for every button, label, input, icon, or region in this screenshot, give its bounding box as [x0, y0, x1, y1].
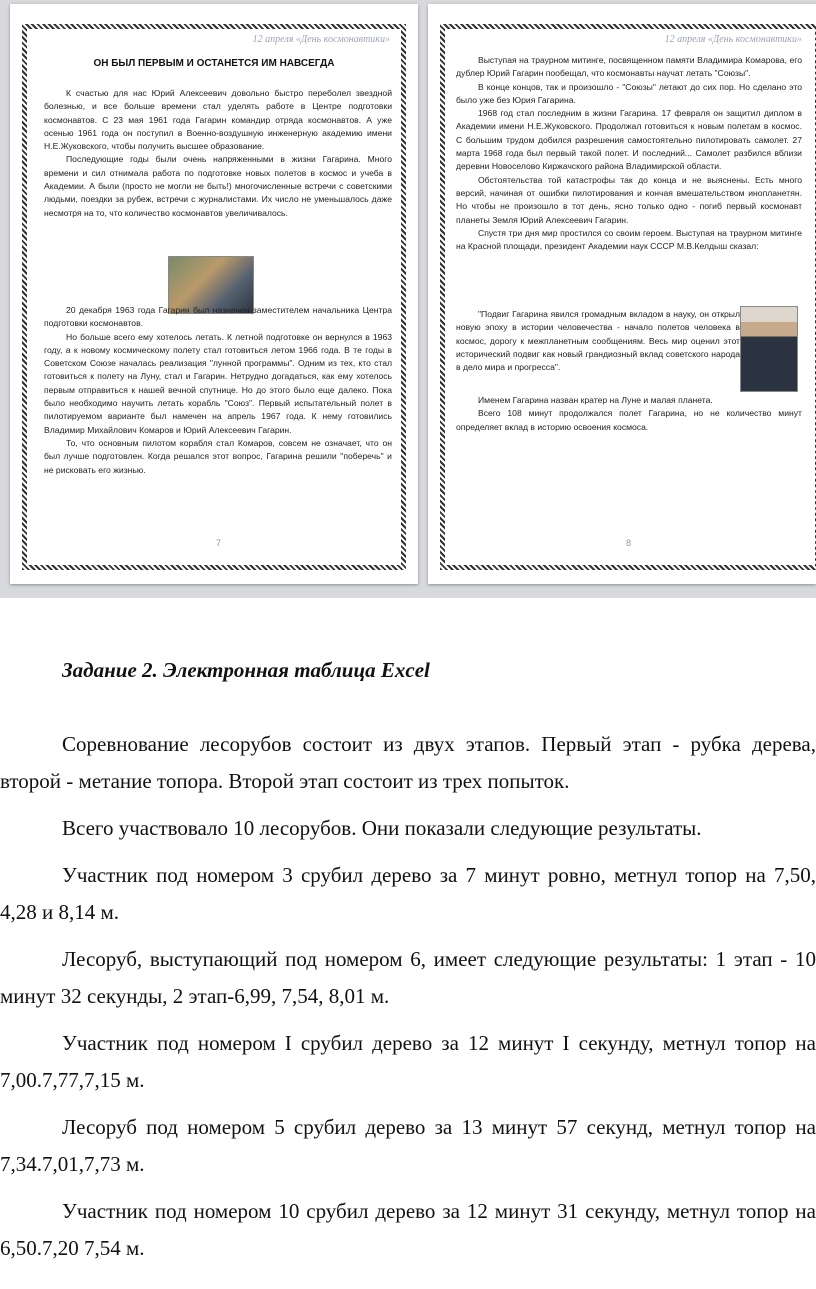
paragraph: Последующие годы были очень напряженными в жизни Гагарина. Много времени и сил отнимала работа по подготовке новых полетов в космос и учеба в Академии. А были (просто не могли не быть!) многочисленные встречи с советскими людьми, поездки за рубеж, встречи с журналистами. Их число не уменьшалось даже несмотря на то, что количество космонавтов увеличивалось.	[44, 154, 392, 218]
paragraph: 20 декабря 1963 года Гагарин был назначен заместителем начальника Центра подготовки космонавтов.	[44, 305, 392, 329]
task-paragraph: Участник под номером 10 срубил дерево за 12 минут 31 секунду, метнул топор на 6,50.7,20 7,54 м.	[0, 1199, 816, 1260]
running-head: 12 апреля «День космонавтики»	[252, 34, 390, 45]
left-text-block-a	[44, 87, 392, 220]
task-section	[0, 640, 816, 1277]
quote-text: "Подвиг Гагарина явился громадным вкладом в науку, он открыл новую эпоху в истории человечества - начало полетов человека в космос, дорогу к межпланетным сообщениям. Весь мир оценил этот исторический подвиг как новый грандиозный вклад советского народа в дело мира и прогресса".	[456, 309, 740, 373]
paragraph: 1968 год стал последним в жизни Гагарина. 17 февраля он защитил диплом в Академии имени Н.Е.Жуковского. Продолжал готовиться к новым полетам в космос. С большим трудом добился разрешения самостоятельно пилотировать самолет. 27 марта 1968 года был первый такой полет. И последний... Самолет разбился вблизи деревни Новоселово Киржачского района Владимирской области.	[456, 108, 802, 172]
task-body	[0, 726, 816, 1277]
document-screenshot	[0, 0, 816, 598]
right-page	[428, 4, 816, 584]
task-heading: Задание 2. Электронная таблица Excel	[62, 658, 430, 682]
paragraph: Именем Гагарина назван кратер на Луне и малая планета.	[478, 395, 713, 405]
left-text-block-b	[44, 304, 392, 477]
task-paragraph: Лесоруб, выступающий под номером 6, имеет следующие результаты: 1 этап - 10 минут 32 секунды, 2 этап-6,99, 7,54, 8,01 м.	[0, 947, 816, 1008]
left-page	[10, 4, 418, 584]
paragraph: Спустя три дня мир простился со своим героем. Выступая на траурном митинге на Красной площади, президент Академии наук СССР М.В.Келдыш сказал:	[456, 227, 802, 252]
paragraph: Обстоятельства той катастрофы так до конца и не выяснены. Есть много версий, начиная от ошибки пилотирования и кончая вмешательством инопланетян. Но чтобы не произошло в тот день, ясно только одно - погиб первый космонавт планеты Земля Юрий Алексеевич Гагарин.	[456, 174, 802, 225]
running-head: 12 апреля «День космонавтики»	[664, 34, 802, 45]
page-number: 7	[216, 538, 222, 548]
paragraph: К счастью для нас Юрий Алексеевич довольно быстро переболел звездной болезнью, и все больше времени стал уделять работе в Центре подготовки космонавтов. С 23 мая 1961 года Гагарин командир отряда космонавтов. А уже осенью 1961 года он поступил в Военно-воздушную инженерную академию имени Н.Е.Жуковского, чтобы получить высшее образование.	[44, 88, 392, 152]
paragraph: Выступая на траурном митинге, посвященном памяти Владимира Комарова, его дублер Юрий Гагарин пообещал, что космонавты научат летать "Союзы".	[456, 55, 802, 79]
task-paragraph: Соревнование лесорубов состоит из двух этапов. Первый этап - рубка дерева, второй - метание топора. Второй этап состоит из трех попыток.	[0, 732, 816, 793]
paragraph: В конце концов, так и произошло - "Союзы" летают до сих пор. Но сделано это было уже без Юрия Гагарина.	[456, 81, 802, 105]
keldysh-quote	[456, 308, 740, 374]
task-paragraph: Участник под номером I срубил дерево за 12 минут I секунду, метнул топор на 7,00.7,77,7,15 м.	[0, 1031, 816, 1092]
right-text-block-b	[456, 394, 802, 434]
page-number: 8	[626, 538, 632, 548]
task-paragraph: Лесоруб под номером 5 срубил дерево за 13 минут 57 секунд, метнул топор на 7,34.7,01,7,73 м.	[0, 1115, 816, 1176]
task-paragraph: Всего участвовало 10 лесорубов. Они показали следующие результаты.	[62, 816, 702, 840]
paragraph: Всего 108 минут продолжался полет Гагарина, но не количество минут определяет вклад в историю освоения космоса.	[456, 408, 802, 432]
gagarin-portrait-image	[740, 306, 798, 392]
task-paragraph: Участник под номером 3 срубил дерево за 7 минут ровно, метнул топор на 7,50, 4,28 и 8,14 м.	[0, 863, 816, 924]
article-title: ОН БЫЛ ПЕРВЫМ И ОСТАНЕТСЯ ИМ НАВСЕГДА	[93, 58, 335, 69]
paragraph: То, что основным пилотом корабля стал Комаров, совсем не означает, что он был лучше подготовлен. Когда решался этот вопрос, Гагарина решили "поберечь" и не рисковать его жизнью.	[44, 437, 392, 475]
paragraph: Но больше всего ему хотелось летать. К летной подготовке он вернулся в 1963 году, а к новому космическому полету стал готовиться летом 1966 года. В те годы в Советском Союзе началась реализация "лунной программы". Одним из тех, кто стал готовиться к полету на Луну, стал и Гагарин. Нетрудно догадаться, как ему хотелось первым отправиться к нашей вечной спутнице. Но до этого было еще далеко. Пока было необходимо научить летать корабль "Союз". Первый испытательный полет в пилотируемом варианте был намечен на апрель 1967 года. К нему готовились Владимир Михайлович Комаров и Юрий Алексеевич Гагарин.	[44, 331, 392, 435]
right-text-block-a	[456, 54, 802, 253]
